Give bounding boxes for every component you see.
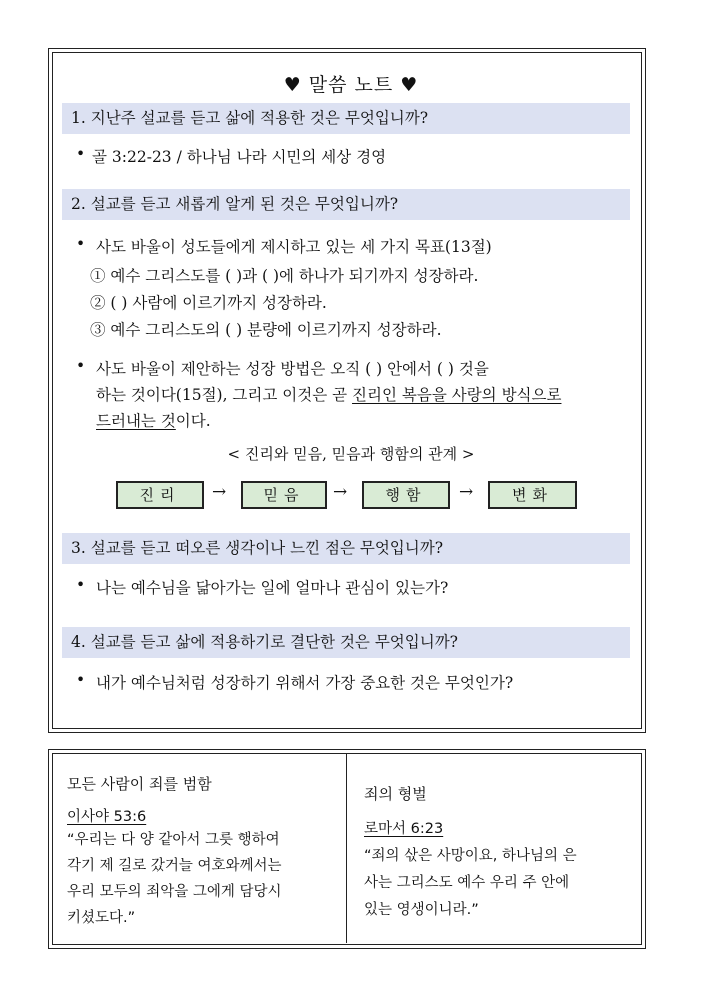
goal-3: ③ 예수 그리스도의 ( ) 분량에 이르기까지 성장하라. <box>90 321 442 339</box>
bullet: • <box>76 671 86 689</box>
left-card-reference: 이사야 53:6 <box>67 809 147 825</box>
right-card-reference: 로마서 6:23 <box>364 821 444 837</box>
question-3: 3. 설교를 듣고 떠오른 생각이나 느낀 점은 무엇입니까? <box>62 533 630 564</box>
flow-change: 변화 <box>488 481 577 509</box>
relation-caption: < 진리와 믿음, 믿음과 행함의 관계 > <box>227 445 475 463</box>
q2-bullet-goals: 사도 바울이 성도들에게 제시하고 있는 세 가지 목표(13절) <box>96 238 492 256</box>
growth-method-line-2 <box>96 383 561 405</box>
growth-method-underlined-end: 드러내는 것 <box>96 412 176 430</box>
right-card-line-2: 사는 그리스도 예수 우리 주 안에 <box>364 875 570 891</box>
page-title: ♥ 말씀 노트 ♥ <box>283 74 419 96</box>
left-card-line-3: 우리 모두의 죄악을 그에게 담당시 <box>67 884 282 900</box>
answer-4: 내가 예수님처럼 성장하기 위해서 가장 중요한 것은 무엇인가? <box>96 674 514 692</box>
bullet: • <box>76 576 86 594</box>
arrow-icon: → <box>333 482 348 502</box>
growth-method-end: 이다. <box>175 412 211 430</box>
left-card-title: 모든 사람이 죄를 범함 <box>67 775 212 793</box>
bullet: • <box>76 145 86 163</box>
right-card-title: 죄의 형벌 <box>364 785 427 803</box>
verse-divider <box>346 753 347 943</box>
flow-faith: 믿음 <box>241 481 327 509</box>
growth-method-line-1: 사도 바울이 제안하는 성장 방법은 오직 ( ) 안에서 ( ) 것을 <box>96 360 489 378</box>
question-1: 1. 지난주 설교를 듣고 삶에 적용한 것은 무엇입니까? <box>62 103 630 134</box>
answer-3: 나는 예수님을 닮아가는 일에 얼마나 관심이 있는가? <box>96 579 449 597</box>
left-card-line-4: 키셨도다.” <box>67 910 136 926</box>
arrow-icon: → <box>212 482 227 502</box>
question-4: 4. 설교를 듣고 삶에 적용하기로 결단한 것은 무엇입니까? <box>62 627 630 658</box>
answer-1: 골 3:22-23 / 하나님 나라 시민의 세상 경영 <box>92 148 387 166</box>
right-card-line-1: “죄의 삯은 사망이요, 하나님의 은 <box>364 848 577 864</box>
goal-2: ② ( ) 사람에 이르기까지 성장하라. <box>90 294 327 312</box>
right-card-line-3: 있는 영생이니라.” <box>364 902 479 918</box>
bullet: • <box>76 357 86 375</box>
flow-truth: 진리 <box>116 481 204 509</box>
growth-method-plain: 하는 것이다(15절), 그리고 이것은 곧 <box>96 386 353 404</box>
left-card-line-2: 각기 제 길로 갔거늘 여호와께서는 <box>67 858 282 874</box>
arrow-icon: → <box>459 482 474 502</box>
left-card-line-1: “우리는 다 양 같아서 그릇 행하여 <box>67 832 280 848</box>
bullet: • <box>76 235 86 253</box>
growth-method-underlined: 진리인 복음을 사랑의 방식으로 <box>352 386 562 404</box>
question-2: 2. 설교를 듣고 새롭게 알게 된 것은 무엇입니까? <box>62 189 630 220</box>
growth-method-line-3 <box>96 409 211 431</box>
flow-action: 행함 <box>362 481 450 509</box>
goal-1: ① 예수 그리스도를 ( )과 ( )에 하나가 되기까지 성장하라. <box>90 267 479 285</box>
